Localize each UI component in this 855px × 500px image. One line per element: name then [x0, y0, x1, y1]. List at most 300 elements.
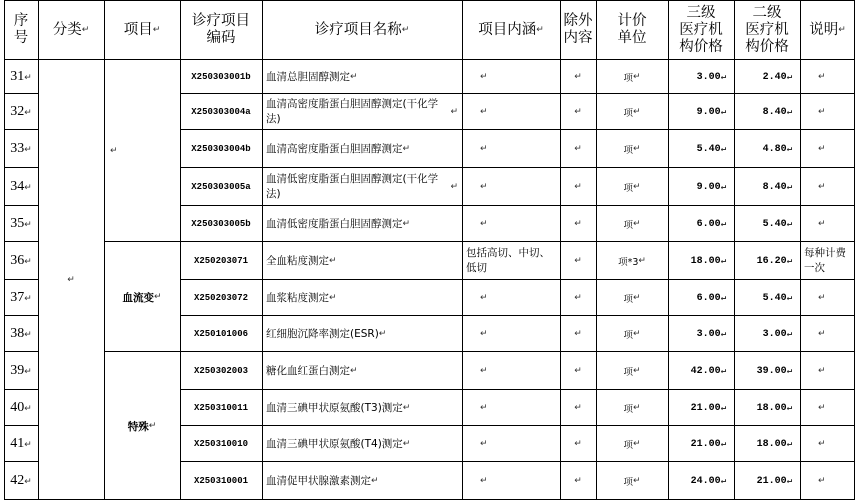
row-seq — [4, 316, 38, 352]
row-seq — [4, 242, 38, 280]
para-mark: ↵ — [786, 182, 792, 192]
grid-row-line — [4, 205, 38, 206]
row-name-value: 血浆粘度测定 — [266, 291, 329, 304]
para-mark: ↵ — [720, 219, 726, 229]
header-note-label: 说明 — [809, 21, 839, 38]
row-note — [800, 280, 855, 316]
row-note — [800, 352, 855, 390]
para-mark: ↵ — [480, 438, 488, 449]
row-exclusion — [560, 94, 596, 130]
item-group-lipid — [104, 60, 180, 242]
row-seq-value: 38 — [10, 326, 25, 341]
para-mark: ↵ — [720, 256, 726, 266]
grid-row-line — [180, 315, 855, 316]
row-name-value: 血清低密度脂蛋白胆固醇测定(干化学法) — [266, 173, 439, 200]
header-connotation-label: 项目内涵 — [478, 21, 537, 38]
row-price3-value: 24.00 — [690, 475, 721, 487]
row-name-value: 糖化血红蛋白测定 — [266, 364, 350, 377]
row-price2 — [734, 130, 800, 168]
grid-row-line — [180, 279, 855, 280]
row-note — [800, 426, 855, 462]
row-price3-value: 21.00 — [690, 402, 721, 414]
para-mark: ↵ — [378, 328, 387, 339]
para-mark: ↵ — [402, 143, 411, 154]
grid-row-line — [180, 425, 855, 426]
header-category — [38, 0, 104, 60]
row-unit — [596, 390, 668, 426]
para-mark: ↵ — [371, 475, 379, 486]
row-price2 — [734, 280, 800, 316]
row-seq-value: 39 — [10, 363, 25, 378]
row-seq — [4, 426, 38, 462]
header-exclusion-line1: 除外 — [563, 13, 593, 29]
para-mark: ↵ — [480, 106, 488, 117]
grid-row-line — [4, 389, 38, 390]
row-seq-value: 37 — [10, 290, 25, 305]
row-code — [180, 242, 262, 280]
row-price3 — [668, 390, 734, 426]
row-code-value: X250303001b — [191, 72, 251, 82]
para-mark: ↵ — [720, 366, 726, 376]
row-name — [262, 316, 462, 352]
row-price3 — [668, 130, 734, 168]
row-price2 — [734, 60, 800, 94]
row-price2 — [734, 206, 800, 242]
row-price2 — [734, 352, 800, 390]
para-mark: ↵ — [720, 476, 726, 486]
row-unit-value: 项 — [623, 330, 633, 341]
row-name — [262, 130, 462, 168]
grid-row-line — [4, 315, 38, 316]
row-price3-value: 5.40 — [696, 143, 721, 155]
row-code — [180, 352, 262, 390]
row-name-value: 血清高密度脂蛋白胆固醇测定 — [266, 142, 403, 155]
row-name-value: 血清三碘甲状原氨酸(T4)测定 — [266, 437, 403, 450]
grid-row-line — [180, 461, 855, 462]
para-mark: ↵ — [402, 438, 411, 449]
row-price3 — [668, 94, 734, 130]
row-seq — [4, 60, 38, 94]
row-name-value: 血清总胆固醇测定 — [266, 70, 350, 83]
header-exclusion-line2: 内容 — [563, 30, 593, 46]
row-connotation-value: 包括高切、中切、低切 — [466, 247, 550, 274]
row-code — [180, 462, 262, 500]
row-price3 — [668, 242, 734, 280]
row-unit-value: 项 — [623, 367, 633, 378]
row-price2-value: 18.00 — [756, 438, 787, 450]
para-mark: ↵ — [67, 275, 75, 285]
para-mark: ↵ — [632, 476, 641, 486]
para-mark: ↵ — [480, 292, 488, 303]
row-seq-value: 31 — [10, 69, 25, 84]
para-mark: ↵ — [818, 143, 826, 154]
row-seq-value: 35 — [10, 216, 25, 231]
grid-row-line — [4, 279, 38, 280]
row-price3 — [668, 426, 734, 462]
row-price2 — [734, 390, 800, 426]
grid-top — [4, 0, 855, 1]
row-unit-value: 项 — [623, 404, 633, 415]
row-exclusion — [560, 60, 596, 94]
row-unit — [596, 242, 668, 280]
row-name — [262, 426, 462, 462]
row-price2-value: 5.40 — [762, 218, 787, 230]
row-seq-value: 42 — [10, 473, 25, 488]
row-exclusion — [560, 130, 596, 168]
row-price3-value: 42.00 — [690, 365, 721, 377]
para-mark: ↵ — [720, 293, 726, 303]
row-seq-value: 36 — [10, 253, 25, 268]
header-price2-line1: 二级 — [752, 4, 782, 21]
para-mark: ↵ — [574, 329, 582, 339]
para-mark: ↵ — [24, 402, 32, 413]
row-code-value: X250310011 — [193, 403, 248, 413]
header-price2-line2: 医疗机 — [745, 21, 789, 38]
header-name — [262, 0, 462, 60]
row-connotation — [462, 352, 560, 390]
row-code — [180, 206, 262, 242]
para-mark: ↵ — [110, 146, 118, 156]
row-code — [180, 94, 262, 130]
header-note — [800, 0, 855, 60]
row-note — [800, 316, 855, 352]
para-mark: ↵ — [152, 24, 161, 35]
row-code — [180, 316, 262, 352]
row-unit-value: 项 — [623, 73, 633, 84]
para-mark: ↵ — [480, 402, 488, 413]
row-note — [800, 206, 855, 242]
para-mark: ↵ — [574, 144, 582, 154]
row-connotation — [462, 390, 560, 426]
header-item — [104, 0, 180, 60]
row-name-value: 血清高密度脂蛋白胆固醇测定(干化学法) — [266, 98, 439, 125]
row-name — [262, 352, 462, 390]
row-code-value: X250203072 — [193, 293, 248, 303]
row-unit — [596, 130, 668, 168]
para-mark: ↵ — [24, 438, 32, 449]
row-code-value: X250203071 — [193, 256, 248, 266]
row-unit-value: 项 — [623, 145, 633, 156]
header-price3-line2: 医疗机 — [679, 21, 723, 38]
para-mark: ↵ — [786, 256, 792, 266]
para-mark: ↵ — [786, 403, 792, 413]
header-unit — [596, 0, 668, 60]
row-unit-value: 项 — [623, 477, 633, 488]
para-mark: ↵ — [786, 144, 792, 154]
grid-vline — [38, 0, 39, 500]
row-price2-value: 8.40 — [762, 181, 787, 193]
para-mark: ↵ — [24, 106, 32, 117]
item-group-hemorheology-label: 血流变 — [122, 291, 154, 304]
header-price3-line1: 三级 — [686, 4, 716, 21]
para-mark: ↵ — [574, 366, 582, 376]
para-mark: ↵ — [638, 256, 646, 266]
para-mark: ↵ — [632, 403, 641, 413]
para-mark: ↵ — [24, 181, 32, 192]
row-unit — [596, 316, 668, 352]
para-mark: ↵ — [786, 293, 792, 303]
item-group-special — [104, 352, 180, 500]
row-name-value: 红细胞沉降率测定(ESR) — [266, 327, 379, 340]
row-seq — [4, 352, 38, 390]
row-price2-value: 5.40 — [762, 292, 787, 304]
header-code — [180, 0, 262, 60]
para-mark: ↵ — [574, 256, 582, 266]
row-note — [800, 130, 855, 168]
row-unit — [596, 426, 668, 462]
para-mark: ↵ — [786, 439, 792, 449]
para-mark: ↵ — [480, 181, 488, 192]
para-mark: ↵ — [720, 403, 726, 413]
para-mark: ↵ — [786, 107, 792, 117]
para-mark: ↵ — [818, 71, 826, 82]
para-mark: ↵ — [24, 71, 32, 82]
grid-row-line — [180, 351, 855, 352]
row-unit-value: 项 — [623, 183, 633, 194]
para-mark: ↵ — [24, 255, 32, 266]
para-mark: ↵ — [24, 365, 32, 376]
row-seq-value: 33 — [10, 141, 25, 156]
para-mark: ↵ — [329, 292, 337, 303]
header-price2-line3: 构价格 — [745, 38, 789, 55]
row-exclusion — [560, 168, 596, 206]
row-code — [180, 130, 262, 168]
para-mark: ↵ — [153, 292, 162, 302]
para-mark: ↵ — [632, 439, 641, 449]
grid-row-line — [4, 167, 38, 168]
row-code-value: X250303004a — [191, 107, 251, 117]
row-seq — [4, 280, 38, 316]
row-connotation — [462, 206, 560, 242]
row-price3 — [668, 206, 734, 242]
item-group-special-label: 特殊 — [127, 420, 149, 433]
row-seq-value: 34 — [10, 179, 25, 194]
row-name — [262, 462, 462, 500]
header-seq-line2: 号 — [13, 30, 29, 46]
row-price3 — [668, 316, 734, 352]
para-mark: ↵ — [574, 439, 582, 449]
row-price2-value: 18.00 — [756, 402, 787, 414]
row-connotation — [462, 60, 560, 94]
row-connotation — [462, 130, 560, 168]
para-mark: ↵ — [574, 72, 582, 82]
para-mark: ↵ — [574, 219, 582, 229]
row-seq — [4, 206, 38, 242]
grid-row-line — [180, 93, 855, 94]
row-price2 — [734, 462, 800, 500]
row-exclusion — [560, 426, 596, 462]
para-mark: ↵ — [838, 24, 846, 35]
row-unit — [596, 206, 668, 242]
row-unit — [596, 60, 668, 94]
row-price2-value: 21.00 — [756, 475, 787, 487]
grid-header-bottom — [4, 59, 855, 60]
para-mark: ↵ — [818, 402, 826, 413]
header-price2 — [734, 0, 800, 60]
row-price3 — [668, 168, 734, 206]
para-mark: ↵ — [81, 24, 90, 35]
para-mark: ↵ — [574, 403, 582, 413]
row-price3 — [668, 352, 734, 390]
header-seq-line1: 序 — [13, 13, 29, 29]
header-category-label: 分类 — [52, 21, 82, 38]
para-mark: ↵ — [632, 219, 641, 229]
header-code-line1: 诊疗项目 — [192, 13, 250, 29]
row-price3 — [668, 60, 734, 94]
category-merged-cell — [38, 60, 104, 500]
row-unit-value: 项 — [623, 294, 633, 305]
row-note — [800, 94, 855, 130]
row-seq-value: 32 — [10, 104, 25, 119]
para-mark: ↵ — [786, 72, 792, 82]
para-mark: ↵ — [574, 182, 582, 192]
row-code-value: X250310010 — [193, 439, 248, 449]
row-seq — [4, 168, 38, 206]
para-mark: ↵ — [818, 106, 826, 117]
row-unit — [596, 94, 668, 130]
row-price3-value: 18.00 — [690, 255, 721, 267]
row-price3-value: 6.00 — [696, 218, 721, 230]
para-mark: ↵ — [24, 328, 32, 339]
item-group-hemorheology — [104, 242, 180, 352]
para-mark: ↵ — [480, 365, 488, 376]
row-exclusion — [560, 242, 596, 280]
row-price3-value: 6.00 — [696, 292, 721, 304]
para-mark: ↵ — [632, 293, 641, 303]
grid-row-line — [180, 167, 855, 168]
para-mark: ↵ — [818, 438, 826, 449]
para-mark: ↵ — [401, 24, 410, 35]
row-note-value: 每种计费一次 — [804, 247, 846, 274]
row-price2 — [734, 94, 800, 130]
row-code-value: X250302003 — [193, 366, 248, 376]
para-mark: ↵ — [786, 476, 792, 486]
grid-row-line — [180, 129, 855, 130]
row-price2-value: 4.80 — [762, 143, 787, 155]
para-mark: ↵ — [402, 218, 411, 229]
row-exclusion — [560, 206, 596, 242]
row-unit-value: 项 — [623, 108, 633, 119]
row-code — [180, 390, 262, 426]
para-mark: ↵ — [536, 24, 544, 35]
header-code-line2: 编码 — [206, 30, 236, 46]
row-name — [262, 60, 462, 94]
row-seq — [4, 130, 38, 168]
row-exclusion — [560, 352, 596, 390]
grid-vline — [104, 0, 105, 500]
row-note — [800, 168, 855, 206]
para-mark: ↵ — [818, 328, 826, 339]
row-note — [800, 390, 855, 426]
para-mark: ↵ — [329, 255, 337, 266]
para-mark: ↵ — [786, 329, 792, 339]
row-code — [180, 168, 262, 206]
row-unit-value: 项 — [623, 440, 633, 451]
row-note — [800, 60, 855, 94]
row-seq-value: 40 — [10, 400, 25, 415]
para-mark: ↵ — [450, 106, 458, 117]
para-mark: ↵ — [632, 329, 641, 339]
row-code-value: X250101006 — [193, 329, 248, 339]
row-code-value: X250310001 — [193, 476, 248, 486]
grid-row-line — [4, 461, 38, 462]
row-price2 — [734, 426, 800, 462]
row-seq-value: 41 — [10, 436, 25, 451]
row-price2-value: 16.20 — [756, 255, 787, 267]
row-exclusion — [560, 462, 596, 500]
para-mark: ↵ — [480, 218, 488, 229]
para-mark: ↵ — [24, 218, 32, 229]
header-price3 — [668, 0, 734, 60]
row-unit-value: 项 — [623, 220, 633, 231]
para-mark: ↵ — [720, 144, 726, 154]
row-price3 — [668, 462, 734, 500]
para-mark: ↵ — [720, 72, 726, 82]
row-name-value: 全血粘度测定 — [266, 254, 329, 267]
row-connotation — [462, 462, 560, 500]
para-mark: ↵ — [818, 292, 826, 303]
row-unit-value: 项*3 — [618, 257, 639, 268]
para-mark: ↵ — [786, 219, 792, 229]
row-unit — [596, 462, 668, 500]
row-note — [800, 242, 855, 280]
header-unit-line1: 计价 — [617, 13, 647, 29]
para-mark: ↵ — [480, 71, 488, 82]
para-mark: ↵ — [818, 475, 826, 486]
para-mark: ↵ — [818, 218, 826, 229]
para-mark: ↵ — [574, 107, 582, 117]
para-mark: ↵ — [720, 107, 726, 117]
row-code-value: X250303005b — [191, 219, 251, 229]
row-name — [262, 280, 462, 316]
row-name-value: 血清三碘甲状原氨酸(T3)测定 — [266, 401, 403, 414]
row-code — [180, 426, 262, 462]
row-unit — [596, 280, 668, 316]
header-exclusion — [560, 0, 596, 60]
row-code — [180, 60, 262, 94]
row-seq — [4, 94, 38, 130]
para-mark: ↵ — [720, 182, 726, 192]
row-connotation — [462, 94, 560, 130]
row-seq — [4, 462, 38, 500]
para-mark: ↵ — [574, 293, 582, 303]
header-unit-line2: 单位 — [617, 30, 647, 46]
row-connotation — [462, 280, 560, 316]
row-connotation — [462, 426, 560, 462]
para-mark: ↵ — [350, 71, 358, 82]
row-price3-value: 9.00 — [696, 181, 721, 193]
row-exclusion — [560, 390, 596, 426]
row-connotation — [462, 168, 560, 206]
para-mark: ↵ — [786, 366, 792, 376]
para-mark: ↵ — [480, 475, 488, 486]
para-mark: ↵ — [450, 181, 458, 192]
row-connotation — [462, 242, 560, 280]
row-seq — [4, 390, 38, 426]
grid-row-line — [180, 389, 855, 390]
header-item-label: 项目 — [123, 21, 153, 38]
grid-group-line — [104, 351, 180, 352]
row-price2 — [734, 242, 800, 280]
para-mark: ↵ — [480, 143, 488, 154]
grid-row-line — [180, 205, 855, 206]
row-name-value: 血清促甲状腺激素测定 — [266, 474, 371, 487]
para-mark: ↵ — [24, 475, 32, 486]
header-connotation — [462, 0, 560, 60]
para-mark: ↵ — [350, 365, 358, 376]
row-name — [262, 390, 462, 426]
grid-row-line — [4, 425, 38, 426]
